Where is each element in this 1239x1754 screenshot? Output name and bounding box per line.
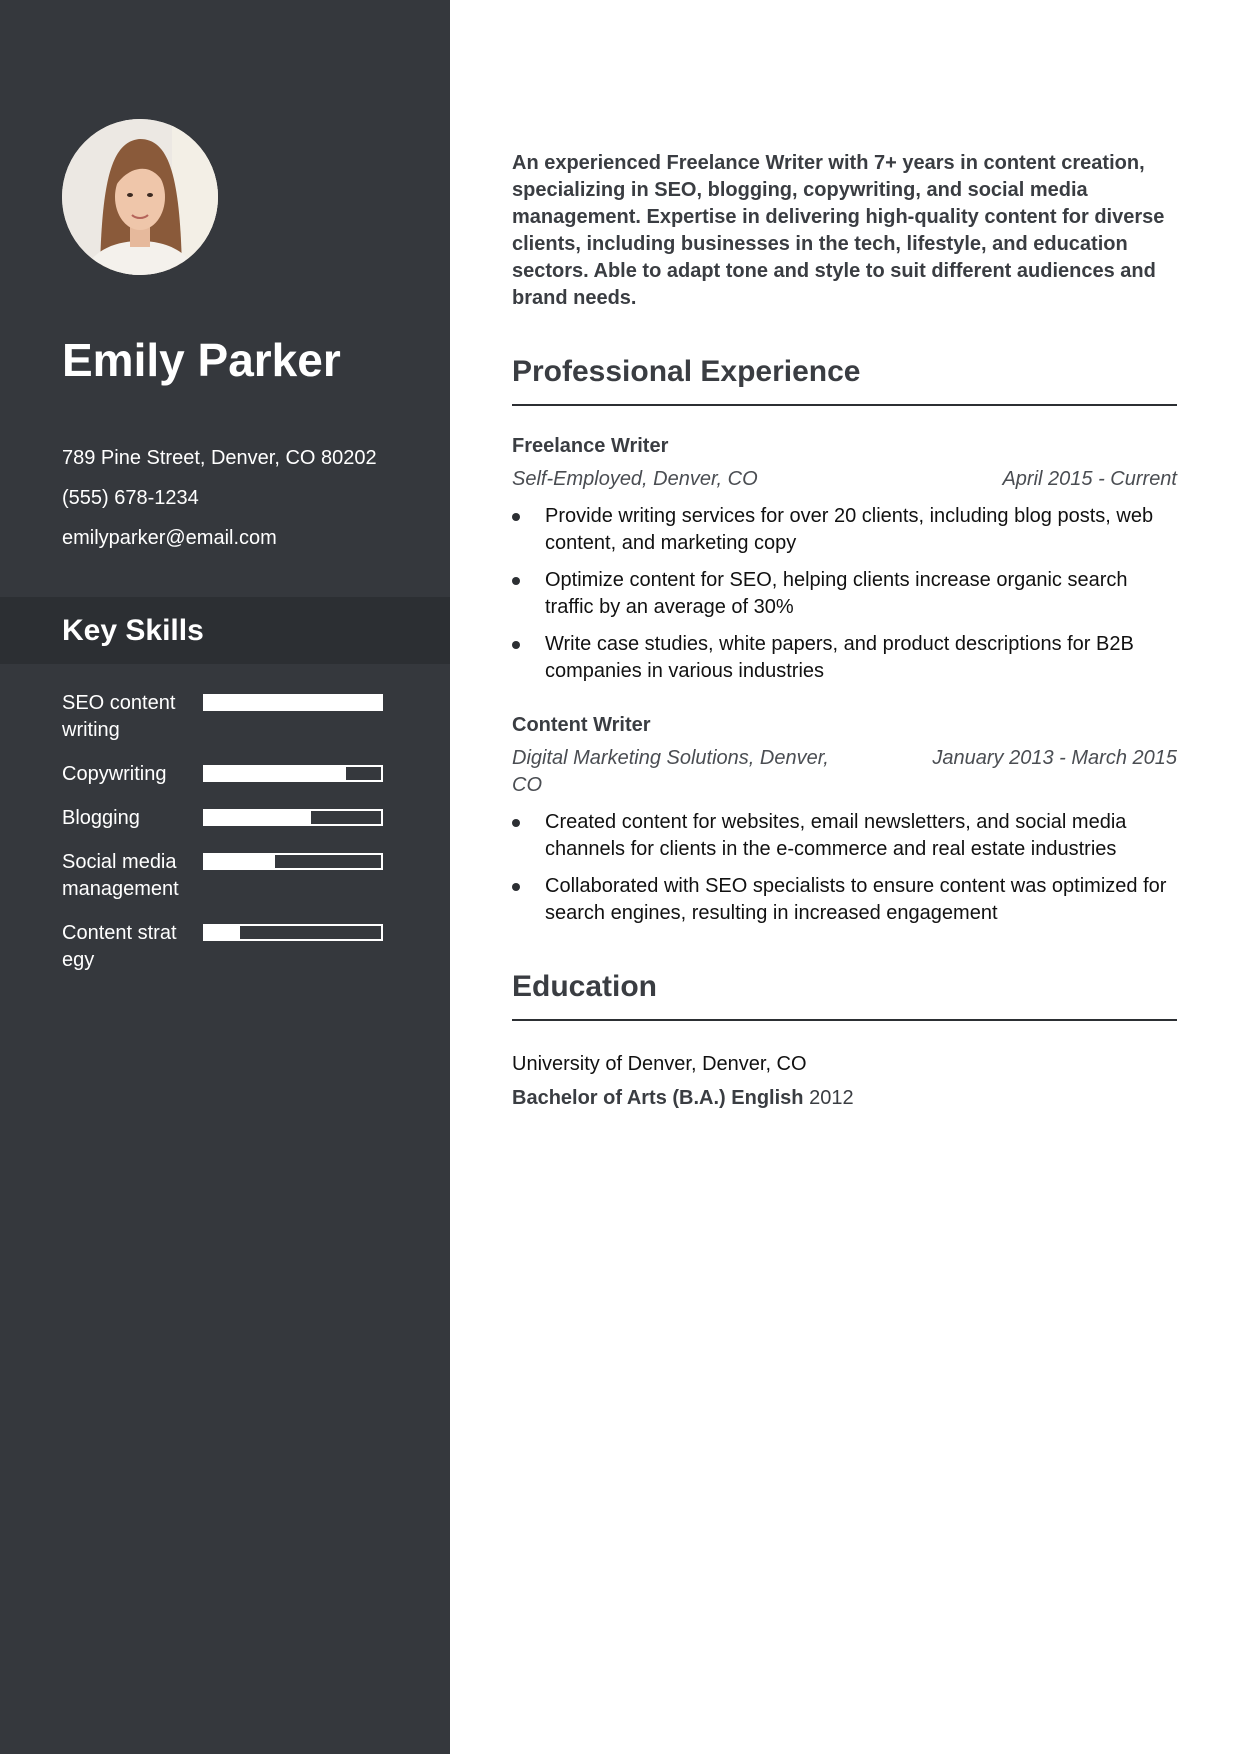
- education-degree: Bachelor of Arts (B.A.) English: [512, 1087, 804, 1109]
- education-entry: [512, 1047, 1177, 1115]
- bullet-text: Provide writing services for over 20 clients, including blog posts, web content, and marketing copy: [545, 505, 1154, 554]
- skill-item: [62, 849, 402, 903]
- skill-item: [62, 690, 402, 744]
- job-bullet: [512, 873, 1177, 927]
- skill-level-bar: [203, 924, 383, 941]
- skill-label: Copywriting: [62, 763, 167, 785]
- candidate-name: Emily Parker: [62, 334, 341, 386]
- skills-list: [62, 690, 402, 991]
- skill-level-fill: [205, 696, 381, 709]
- email: emilyparker@email.com: [62, 527, 277, 549]
- experience-heading: Professional Experience: [512, 352, 1177, 406]
- job-bullet: [512, 503, 1177, 557]
- bullet-text: Created content for websites, email newsletters, and social media channels for clients in the e-commerce and real estate industries: [545, 811, 1127, 860]
- address: 789 Pine Street, Denver, CO 80202: [62, 447, 377, 469]
- bullet-dot-icon: [512, 577, 520, 585]
- skill-item: [62, 805, 402, 832]
- skill-level-bar: [203, 809, 383, 826]
- profile-summary: An experienced Freelance Writer with 7+ years in content creation, specializing in SEO, blogging, copywriting, and social media management. Expertise in delivering high-quality content for diverse clients, including businesses in the tech, lifestyle, and education sectors. Able to adapt tone and style to suit different audiences and brand needs.: [512, 152, 1165, 309]
- job-company: Digital Marketing Solutions, Denver, CO: [512, 747, 829, 796]
- education-year: 2012: [809, 1087, 854, 1109]
- education-school: University of Denver, Denver, CO: [512, 1053, 807, 1075]
- skills-title: Key Skills: [62, 614, 204, 647]
- bullet-text: Collaborated with SEO specialists to ensure content was optimized for search engines, resulting in increased engagement: [545, 875, 1167, 924]
- bullet-dot-icon: [512, 513, 520, 521]
- skill-label: SEO content writing: [62, 692, 176, 741]
- skill-level-fill: [205, 855, 275, 868]
- avatar: [62, 119, 218, 275]
- skill-item: [62, 761, 402, 788]
- bullet-text: Optimize content for SEO, helping clients increase organic search traffic by an average of 30%: [545, 569, 1128, 618]
- phone: (555) 678-1234: [62, 487, 199, 509]
- job-company: Self-Employed, Denver, CO: [512, 468, 758, 490]
- skill-item: [62, 920, 402, 974]
- job-dates: April 2015 - Current: [1002, 468, 1177, 490]
- job-entry: [512, 711, 1177, 927]
- job-meta: [512, 466, 1177, 493]
- skill-level-bar: [203, 694, 383, 711]
- education-heading: Education: [512, 967, 1177, 1021]
- education-degree-line: [512, 1081, 1177, 1115]
- job-bullet: [512, 567, 1177, 621]
- job-bullets: [512, 503, 1177, 685]
- sidebar: [0, 0, 450, 1754]
- skill-level-bar: [203, 853, 383, 870]
- portrait-photo-icon: [62, 119, 218, 275]
- skill-label: Content strategy: [62, 922, 177, 971]
- bullet-dot-icon: [512, 883, 520, 891]
- bullet-text: Write case studies, white papers, and product descriptions for B2B companies in various industries: [545, 633, 1134, 682]
- skill-level-fill: [205, 767, 346, 780]
- skill-level-fill: [205, 926, 240, 939]
- skill-level-fill: [205, 811, 311, 824]
- skill-level-bar: [203, 765, 383, 782]
- skill-label: Social media management: [62, 851, 179, 900]
- job-title: Freelance Writer: [512, 435, 669, 457]
- bullet-dot-icon: [512, 819, 520, 827]
- main-content: [512, 150, 1177, 1115]
- skill-label: Blogging: [62, 807, 140, 829]
- job-meta: [512, 745, 1177, 799]
- job-bullet: [512, 631, 1177, 685]
- job-title: Content Writer: [512, 714, 651, 736]
- job-dates: January 2013 - March 2015: [932, 747, 1177, 769]
- job-bullet: [512, 809, 1177, 863]
- job-entry: [512, 432, 1177, 685]
- bullet-dot-icon: [512, 641, 520, 649]
- job-bullets: [512, 809, 1177, 927]
- contact-info: [62, 438, 442, 558]
